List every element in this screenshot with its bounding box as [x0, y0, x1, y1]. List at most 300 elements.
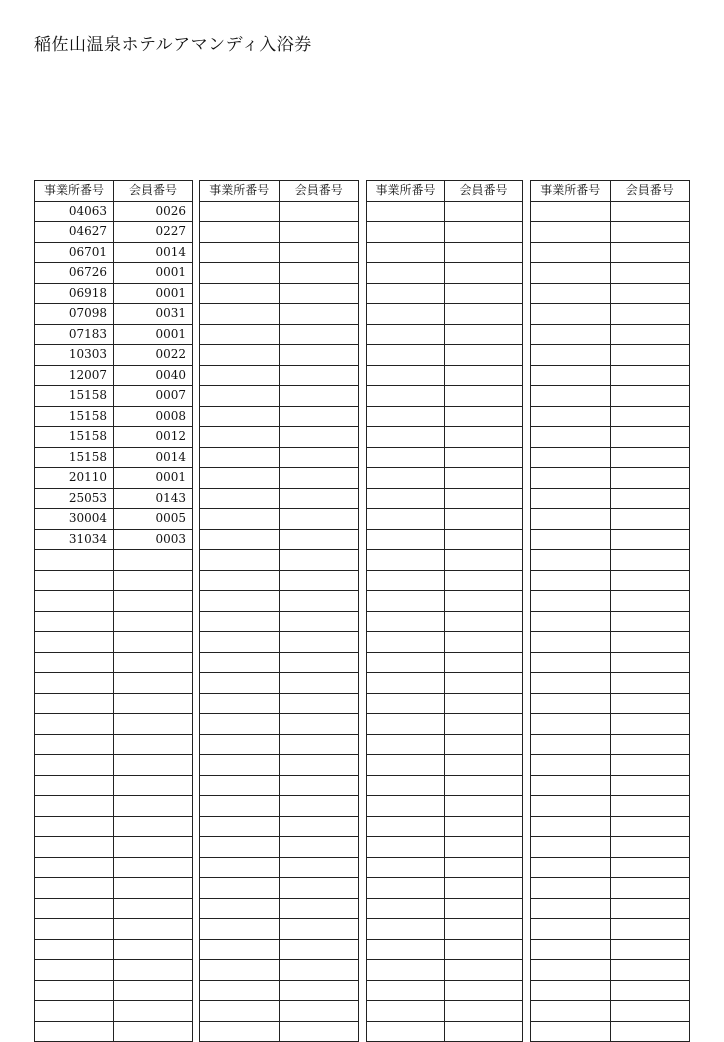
- table-row: [531, 345, 690, 366]
- table-row: [200, 652, 359, 673]
- member-number-cell: [445, 550, 523, 571]
- office-number-cell: [200, 345, 280, 366]
- office-number-cell: [200, 242, 280, 263]
- office-number-cell: [35, 898, 114, 919]
- member-number-cell: [610, 263, 690, 284]
- member-number-cell: [445, 939, 523, 960]
- table-row: [35, 427, 193, 448]
- member-number-cell: [610, 796, 690, 817]
- table-row: [367, 857, 523, 878]
- member-number-cell: [114, 1001, 193, 1022]
- member-number-cell: [114, 693, 193, 714]
- table-row: [35, 898, 193, 919]
- member-number-cell: [445, 775, 523, 796]
- office-number-cell: [200, 857, 280, 878]
- member-number-cell: [445, 734, 523, 755]
- table-row: [200, 960, 359, 981]
- table-row: [367, 693, 523, 714]
- office-number-cell: [531, 939, 611, 960]
- office-number-cell: [200, 304, 280, 325]
- office-number-cell: [200, 898, 280, 919]
- table-row: [35, 345, 193, 366]
- member-number-cell: [610, 222, 690, 243]
- table-row: [367, 447, 523, 468]
- office-number-cell: [531, 345, 611, 366]
- office-number-cell: 06918: [35, 283, 114, 304]
- member-number-cell: [610, 775, 690, 796]
- member-number-cell: [445, 468, 523, 489]
- table-row: [367, 406, 523, 427]
- table-row: [200, 447, 359, 468]
- office-number-cell: [531, 304, 611, 325]
- table-row: [35, 980, 193, 1001]
- table-row: [35, 447, 193, 468]
- table-row: [531, 611, 690, 632]
- office-number-cell: [531, 488, 611, 509]
- table-row: [200, 632, 359, 653]
- table-row: [35, 242, 193, 263]
- member-number-cell: [610, 960, 690, 981]
- member-number-cell: [445, 406, 523, 427]
- table-row: [200, 775, 359, 796]
- member-number-cell: [279, 919, 359, 940]
- office-number-cell: [367, 406, 445, 427]
- table-row: [367, 591, 523, 612]
- table-row: [531, 324, 690, 345]
- table-row: [531, 652, 690, 673]
- member-number-cell: [279, 673, 359, 694]
- member-number-cell: [114, 857, 193, 878]
- office-number-cell: [367, 201, 445, 222]
- office-number-cell: [531, 550, 611, 571]
- member-number-cell: [279, 734, 359, 755]
- table-row: [531, 468, 690, 489]
- member-number-cell: [445, 1001, 523, 1022]
- table-row: [35, 714, 193, 735]
- office-number-cell: [35, 714, 114, 735]
- table-row: [200, 693, 359, 714]
- office-number-header: 事業所番号: [35, 181, 114, 202]
- table-row: [200, 755, 359, 776]
- member-number-cell: [445, 673, 523, 694]
- office-number-cell: [531, 960, 611, 981]
- office-number-cell: [367, 550, 445, 571]
- office-number-cell: [35, 755, 114, 776]
- office-number-cell: [35, 693, 114, 714]
- office-number-cell: [531, 406, 611, 427]
- office-number-cell: [200, 611, 280, 632]
- member-number-cell: [445, 1021, 523, 1042]
- table-row: [531, 898, 690, 919]
- table-row: [531, 878, 690, 899]
- table-row: [531, 222, 690, 243]
- member-number-cell: [445, 980, 523, 1001]
- member-number-cell: [445, 509, 523, 530]
- table-row: [35, 939, 193, 960]
- member-number-cell: [279, 816, 359, 837]
- office-number-cell: 12007: [35, 365, 114, 386]
- table-row: [531, 693, 690, 714]
- table-row: [35, 263, 193, 284]
- member-number-cell: [114, 611, 193, 632]
- table-row: [200, 1021, 359, 1042]
- member-number-cell: [610, 837, 690, 858]
- member-number-cell: [114, 980, 193, 1001]
- table-row: [35, 837, 193, 858]
- member-number-cell: [279, 693, 359, 714]
- table-row: [367, 365, 523, 386]
- office-number-cell: [367, 673, 445, 694]
- table-row: [367, 324, 523, 345]
- member-number-cell: [610, 857, 690, 878]
- member-number-cell: [610, 591, 690, 612]
- member-number-cell: [445, 386, 523, 407]
- member-number-cell: [445, 447, 523, 468]
- table-row: [200, 222, 359, 243]
- office-number-cell: [531, 447, 611, 468]
- table-row: [200, 857, 359, 878]
- member-number-cell: 0001: [114, 263, 193, 284]
- office-number-cell: [35, 980, 114, 1001]
- table-row: [200, 304, 359, 325]
- table-row: [531, 242, 690, 263]
- member-number-cell: 0007: [114, 386, 193, 407]
- table-row: [200, 714, 359, 735]
- member-number-cell: [114, 939, 193, 960]
- office-number-cell: [200, 550, 280, 571]
- member-number-cell: [279, 591, 359, 612]
- table-row: [531, 304, 690, 325]
- table-row: [531, 201, 690, 222]
- member-number-cell: [114, 816, 193, 837]
- table-row: [200, 1001, 359, 1022]
- member-number-cell: [279, 570, 359, 591]
- table-row: [200, 283, 359, 304]
- member-number-cell: [114, 878, 193, 899]
- member-number-cell: 0014: [114, 242, 193, 263]
- table-row: [367, 714, 523, 735]
- table-row: [367, 1021, 523, 1042]
- member-number-cell: 0001: [114, 283, 193, 304]
- table-row: [367, 632, 523, 653]
- table-row: [200, 406, 359, 427]
- member-number-cell: [279, 242, 359, 263]
- member-number-cell: [279, 386, 359, 407]
- table-row: [367, 837, 523, 858]
- member-number-cell: [114, 796, 193, 817]
- table-row: [200, 386, 359, 407]
- office-number-cell: [200, 427, 280, 448]
- member-number-cell: [114, 1021, 193, 1042]
- member-number-cell: [114, 570, 193, 591]
- member-number-cell: [114, 919, 193, 940]
- office-number-cell: [367, 796, 445, 817]
- member-number-cell: [114, 837, 193, 858]
- office-number-cell: [35, 632, 114, 653]
- office-number-cell: 15158: [35, 447, 114, 468]
- office-number-cell: 04063: [35, 201, 114, 222]
- table-row: [531, 283, 690, 304]
- office-number-cell: [35, 837, 114, 858]
- office-number-cell: [531, 222, 611, 243]
- member-number-cell: [610, 898, 690, 919]
- office-number-cell: [531, 980, 611, 1001]
- table-row: [531, 406, 690, 427]
- office-number-cell: [531, 693, 611, 714]
- table-row: [531, 796, 690, 817]
- table-row: [35, 1021, 193, 1042]
- table-row: [531, 734, 690, 755]
- office-number-cell: [35, 816, 114, 837]
- office-number-cell: [35, 1021, 114, 1042]
- office-number-cell: 20110: [35, 468, 114, 489]
- office-number-cell: [200, 570, 280, 591]
- table-row: [531, 755, 690, 776]
- office-number-cell: [531, 1021, 611, 1042]
- member-number-cell: [610, 878, 690, 899]
- office-number-header: 事業所番号: [200, 181, 280, 202]
- member-number-cell: [279, 1021, 359, 1042]
- member-number-cell: [279, 222, 359, 243]
- office-number-cell: [367, 365, 445, 386]
- office-number-cell: [200, 693, 280, 714]
- member-number-cell: [279, 468, 359, 489]
- member-number-cell: [279, 1001, 359, 1022]
- table-row: [35, 1001, 193, 1022]
- table-row: [35, 734, 193, 755]
- member-number-cell: [279, 365, 359, 386]
- table-row: [200, 980, 359, 1001]
- office-number-cell: [367, 468, 445, 489]
- office-number-cell: [200, 816, 280, 837]
- office-number-cell: [367, 960, 445, 981]
- office-number-cell: [200, 283, 280, 304]
- table-row: [531, 263, 690, 284]
- office-number-cell: 06726: [35, 263, 114, 284]
- table-row: [35, 222, 193, 243]
- member-number-cell: 0014: [114, 447, 193, 468]
- office-number-cell: [367, 652, 445, 673]
- member-number-cell: [445, 878, 523, 899]
- office-number-cell: [531, 611, 611, 632]
- office-number-cell: [200, 509, 280, 530]
- table-row: [531, 857, 690, 878]
- table-row: [200, 324, 359, 345]
- table-row: [200, 898, 359, 919]
- office-number-cell: [531, 570, 611, 591]
- office-number-cell: [200, 796, 280, 817]
- office-number-cell: [200, 652, 280, 673]
- member-number-cell: [610, 919, 690, 940]
- office-number-cell: [367, 775, 445, 796]
- table-row: [367, 488, 523, 509]
- office-number-cell: [200, 960, 280, 981]
- office-number-cell: [200, 673, 280, 694]
- table-row: [531, 570, 690, 591]
- page-title: 稲佐山温泉ホテルアマンディ入浴券: [34, 35, 312, 55]
- office-number-cell: [367, 816, 445, 837]
- table-row: [367, 222, 523, 243]
- member-number-cell: [610, 1021, 690, 1042]
- member-number-cell: [114, 591, 193, 612]
- office-number-cell: [367, 837, 445, 858]
- member-number-cell: [279, 550, 359, 571]
- office-number-cell: [367, 488, 445, 509]
- table-row: [35, 201, 193, 222]
- table-row: [367, 611, 523, 632]
- office-number-cell: [200, 1001, 280, 1022]
- table-row: [35, 591, 193, 612]
- office-number-cell: 15158: [35, 427, 114, 448]
- table-row: [531, 427, 690, 448]
- member-number-cell: [114, 898, 193, 919]
- table-row: [35, 283, 193, 304]
- office-number-cell: 31034: [35, 529, 114, 550]
- table-row: [35, 857, 193, 878]
- table-row: [531, 632, 690, 653]
- table-row: [200, 796, 359, 817]
- table-row: [200, 263, 359, 284]
- office-number-cell: 07183: [35, 324, 114, 345]
- member-number-cell: [114, 652, 193, 673]
- table-row: [35, 919, 193, 940]
- office-number-cell: [531, 591, 611, 612]
- member-number-cell: [279, 837, 359, 858]
- table-row: [531, 488, 690, 509]
- table-row: [200, 673, 359, 694]
- table-row: [531, 714, 690, 735]
- office-number-cell: [531, 857, 611, 878]
- office-number-cell: [200, 324, 280, 345]
- member-number-cell: [610, 693, 690, 714]
- office-number-cell: [367, 427, 445, 448]
- member-number-cell: [279, 857, 359, 878]
- table-row: [367, 283, 523, 304]
- member-number-cell: [279, 960, 359, 981]
- member-number-header: 会員番号: [114, 181, 193, 202]
- member-number-cell: [445, 201, 523, 222]
- office-number-cell: [200, 632, 280, 653]
- office-number-cell: [531, 878, 611, 899]
- office-number-cell: [35, 857, 114, 878]
- table-row: [531, 386, 690, 407]
- office-number-cell: [367, 447, 445, 468]
- table-row: [35, 365, 193, 386]
- table-row: [367, 427, 523, 448]
- table-row: [200, 591, 359, 612]
- member-number-cell: [279, 714, 359, 735]
- table-row: [35, 529, 193, 550]
- office-number-cell: [200, 488, 280, 509]
- member-number-cell: [610, 816, 690, 837]
- office-number-cell: [531, 529, 611, 550]
- table-row: [35, 406, 193, 427]
- member-number-cell: [610, 714, 690, 735]
- table-row: [367, 898, 523, 919]
- member-number-cell: [445, 652, 523, 673]
- member-number-header: 会員番号: [445, 181, 523, 202]
- member-number-cell: [610, 201, 690, 222]
- member-number-cell: 0026: [114, 201, 193, 222]
- table-row: [367, 509, 523, 530]
- office-number-cell: [367, 980, 445, 1001]
- member-number-cell: [445, 796, 523, 817]
- table-row: [200, 734, 359, 755]
- table-row: [531, 509, 690, 530]
- member-number-cell: [610, 509, 690, 530]
- office-number-cell: [531, 898, 611, 919]
- office-number-cell: [35, 775, 114, 796]
- office-number-cell: [200, 591, 280, 612]
- office-number-cell: [367, 898, 445, 919]
- table-row: [200, 816, 359, 837]
- office-number-cell: [200, 878, 280, 899]
- member-number-cell: 0012: [114, 427, 193, 448]
- member-number-cell: [610, 570, 690, 591]
- table-row: [200, 427, 359, 448]
- office-number-cell: [200, 775, 280, 796]
- member-number-cell: [114, 775, 193, 796]
- table-row: [367, 550, 523, 571]
- office-number-cell: [200, 263, 280, 284]
- member-number-cell: [279, 509, 359, 530]
- office-number-cell: [531, 386, 611, 407]
- member-number-cell: 0008: [114, 406, 193, 427]
- member-number-cell: [610, 1001, 690, 1022]
- table-row: [367, 263, 523, 284]
- member-number-cell: [610, 427, 690, 448]
- office-number-cell: [531, 324, 611, 345]
- member-number-cell: [445, 570, 523, 591]
- member-number-cell: [610, 939, 690, 960]
- member-number-cell: [610, 755, 690, 776]
- member-number-cell: 0001: [114, 468, 193, 489]
- member-number-cell: [610, 488, 690, 509]
- office-number-cell: [367, 878, 445, 899]
- member-number-cell: [279, 529, 359, 550]
- table-row: [200, 837, 359, 858]
- member-number-cell: [445, 488, 523, 509]
- table-row: [35, 386, 193, 407]
- member-number-cell: 0031: [114, 304, 193, 325]
- member-number-cell: [279, 263, 359, 284]
- table-row: [531, 529, 690, 550]
- table-row: [35, 755, 193, 776]
- member-number-cell: [445, 263, 523, 284]
- table-row: [35, 878, 193, 899]
- table-row: [367, 345, 523, 366]
- office-number-cell: [531, 283, 611, 304]
- member-number-cell: [279, 345, 359, 366]
- member-number-cell: [445, 857, 523, 878]
- office-number-cell: [35, 611, 114, 632]
- office-number-cell: [367, 939, 445, 960]
- table-row: [367, 386, 523, 407]
- member-number-cell: [445, 960, 523, 981]
- table-row: [531, 673, 690, 694]
- member-number-cell: [445, 222, 523, 243]
- table-row: [200, 345, 359, 366]
- member-number-cell: [610, 652, 690, 673]
- office-number-cell: [200, 447, 280, 468]
- office-number-cell: [367, 591, 445, 612]
- table-row: [35, 816, 193, 837]
- office-number-cell: [200, 714, 280, 735]
- office-number-cell: [531, 201, 611, 222]
- office-number-cell: [200, 1021, 280, 1042]
- member-number-cell: 0143: [114, 488, 193, 509]
- office-number-cell: [531, 1001, 611, 1022]
